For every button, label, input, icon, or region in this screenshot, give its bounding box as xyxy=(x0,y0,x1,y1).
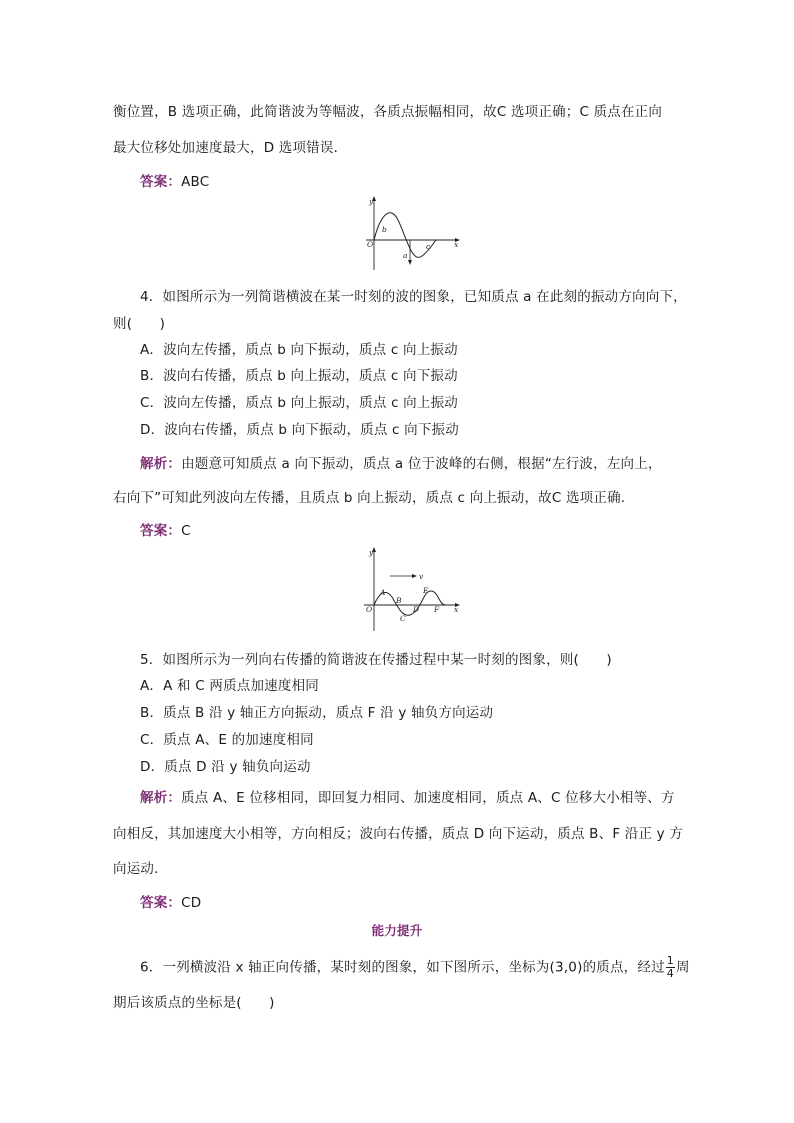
fig1-label-b: b xyxy=(382,225,387,234)
fig2-label-B: B xyxy=(396,596,402,605)
q4-option-a: A．波向左传播，质点 b 向下振动，质点 c 向上振动 xyxy=(140,342,458,358)
q4-analysis-line-2: 右向下”可知此列波向左传播，且质点 b 向上振动，质点 c 向上振动，故C 选项正确． xyxy=(113,490,635,506)
q4-stem-line-2: 则( ) xyxy=(113,316,166,332)
q5-option-d: D．质点 D 沿 y 轴负向运动 xyxy=(140,759,311,775)
fig2-label-x: x xyxy=(454,605,459,614)
fig2-label-v: v xyxy=(419,572,424,581)
q5-analysis-line-3: 向运动． xyxy=(113,861,168,877)
fraction-denominator: 4 xyxy=(666,967,674,980)
answer-value: CD xyxy=(181,895,202,911)
q6-stem-text-end: 周 xyxy=(675,959,690,976)
fraction-numerator: 1 xyxy=(666,954,674,967)
q4-answer xyxy=(140,519,191,539)
q6-stem-line-1 xyxy=(140,955,690,980)
q5-option-c: C．质点 A、E 的加速度相同 xyxy=(140,732,314,748)
q5-option-b: B．质点 B 沿 y 轴正方向振动，质点 F 沿 y 轴负方向运动 xyxy=(140,705,494,721)
fig2-label-F: F xyxy=(434,605,440,614)
q5-option-a: A．A 和 C 两质点加速度相同 xyxy=(140,678,319,694)
fig1-label-c: c xyxy=(426,242,431,251)
fig2-label-C: C xyxy=(400,614,406,623)
answer-label: 答案： xyxy=(140,895,182,911)
fig2-label-y: y xyxy=(369,548,374,557)
q6-stem-line-2: 期后该质点的坐标是( ) xyxy=(113,995,275,1011)
answer-label: 答案： xyxy=(140,174,182,190)
answer-value: C xyxy=(181,523,191,539)
q5-analysis-line-1 xyxy=(140,786,675,806)
q4-option-d: D．波向右传播，质点 b 向下振动，质点 c 向下振动 xyxy=(140,422,459,438)
fig2-label-D: D xyxy=(413,605,420,614)
fig1-label-a: a xyxy=(403,251,408,260)
fig2-label-E: E xyxy=(423,586,429,595)
answer-value: ABC xyxy=(181,174,210,190)
fraction xyxy=(666,955,675,980)
q4-option-b: B．波向右传播，质点 b 向上振动，质点 c 向下振动 xyxy=(140,368,458,384)
analysis-text: 质点 A、E 位移相同，即回复力相同、加速度相同，质点 A、C 位移大小相等、方 xyxy=(181,790,675,806)
q4-analysis-line-1 xyxy=(140,452,662,472)
wave-figure-2 xyxy=(358,545,466,633)
answer-label: 答案： xyxy=(140,523,182,539)
wave-figure-1 xyxy=(360,194,464,274)
analysis-text: 由题意可知质点 a 向下振动，质点 a 位于波峰的右侧，根据“左行波，左向上， xyxy=(181,456,662,472)
analysis-label: 解析： xyxy=(140,790,182,806)
section-heading: 能力提升 xyxy=(371,923,423,938)
q6-stem-text: 6．一列横波沿 x 轴正向传播，某时刻的图象，如下图所示，坐标为(3,0)的质点，经过 xyxy=(140,959,665,976)
prev-analysis-line-2: 最大位移处加速度最大，D 选项错误． xyxy=(113,140,348,156)
prev-answer xyxy=(140,170,209,190)
fig2-label-A: A xyxy=(380,588,386,597)
q4-option-c: C．波向左传播，质点 b 向上振动，质点 c 向上振动 xyxy=(140,395,458,411)
fig1-label-x: x xyxy=(454,240,459,249)
analysis-label: 解析： xyxy=(140,456,182,472)
q5-analysis-line-2: 向相反，其加速度大小相等，方向相反；波向右传播，质点 D 向下运动，质点 B、F 沿正 y 方 xyxy=(113,826,684,842)
q4-stem-line-1: 4．如图所示为一列简谐横波在某一时刻的波的图象，已知质点 a 在此刻的振动方向向下， xyxy=(140,289,687,305)
q5-answer xyxy=(140,891,201,911)
prev-analysis-line-1: 衡位置，B 选项正确，此简谐波为等幅波，各质点振幅相同，故C 选项正确；C 质点在正向 xyxy=(113,104,663,120)
fig2-label-origin: O xyxy=(366,605,373,614)
q5-stem: 5．如图所示为一列向右传播的简谐波在传播过程中某一时刻的图象，则( ) xyxy=(140,652,612,668)
fig1-label-y: y xyxy=(369,197,374,206)
fig1-label-origin: O xyxy=(367,240,374,249)
